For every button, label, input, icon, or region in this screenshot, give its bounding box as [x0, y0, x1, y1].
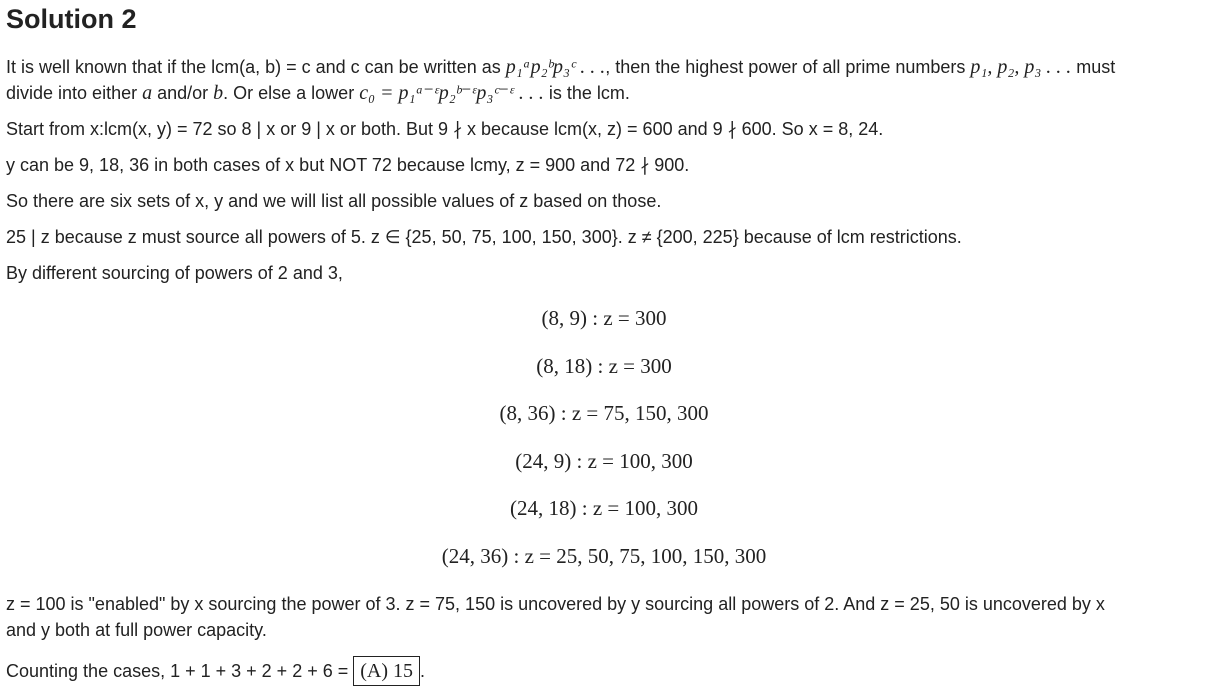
text: It is well known that if the lcm(a, b) = c and c can be written as — [6, 57, 506, 77]
paragraph-line-6: 25 | z because z must source all powers of 5. z ∈ {25, 50, 75, 100, 150, 300}. z ≠ {200, 225} because of lcm restrictions. — [6, 227, 962, 247]
paragraph-line-2 — [6, 80, 630, 106]
paragraph-line-7: By different sourcing of powers of 2 and 3, — [6, 263, 343, 283]
case-row: (24, 36) : z = 25, 50, 75, 100, 150, 300 — [441, 544, 767, 568]
var-a: a — [142, 82, 153, 104]
primes-expression: p₁, p₂, p₃ . . . — [970, 56, 1072, 78]
paragraph-line-3: Start from x:lcm(x, y) = 72 so 8 | x or 9 | x or both. But 9 ∤ x because lcm(x, z) = 600 and 9 ∤ 600. So x = 8, 24. — [6, 119, 884, 139]
paragraph-line-4: y can be 9, 18, 36 in both cases of x but NOT 72 because lcmy, z = 900 and 72 ∤ 900. — [6, 155, 690, 175]
text: is the lcm. — [543, 83, 630, 103]
text: must — [1071, 57, 1116, 77]
case-row: (24, 9) : z = 100, 300 — [515, 449, 693, 473]
case-row: (24, 18) : z = 100, 300 — [510, 496, 698, 520]
text: , then the highest power of all prime numbers — [605, 57, 971, 77]
answer-box: (A) 15 — [353, 656, 420, 686]
text: . — [420, 661, 426, 681]
case-row: (8, 18) : z = 300 — [536, 354, 672, 378]
paragraph-line-5: So there are six sets of x, y and we will list all possible values of z based on those. — [6, 191, 662, 211]
paragraph-line-8: z = 100 is "enabled" by x sourcing the power of 3. z = 75, 150 is uncovered by y sourcing all powers of 2. And z = 25, 50 is uncovered by x — [6, 594, 1105, 614]
text: . Or else a lower — [223, 83, 360, 103]
case-row: (8, 9) : z = 300 — [541, 306, 667, 330]
paragraph-line-1 — [6, 54, 1115, 80]
paragraph-line-9: and y both at full power capacity. — [6, 620, 267, 640]
prime-product-expression: p₁ᵃp₂ᵇp₃ᶜ . . . — [505, 56, 606, 78]
var-b: b — [213, 82, 224, 104]
text: Counting the cases, 1 + 1 + 3 + 2 + 2 + 6 = — [6, 661, 354, 681]
solution-heading: Solution 2 — [6, 4, 137, 34]
text: divide into either — [6, 83, 143, 103]
paragraph-line-10 — [6, 656, 425, 686]
text: and/or — [152, 83, 214, 103]
case-row: (8, 36) : z = 75, 150, 300 — [499, 401, 709, 425]
lower-lcm-expression: c₀ = p₁ᵃ⁻ᵋp₂ᵇ⁻ᵋp₃ᶜ⁻ᵋ . . . — [359, 82, 544, 104]
